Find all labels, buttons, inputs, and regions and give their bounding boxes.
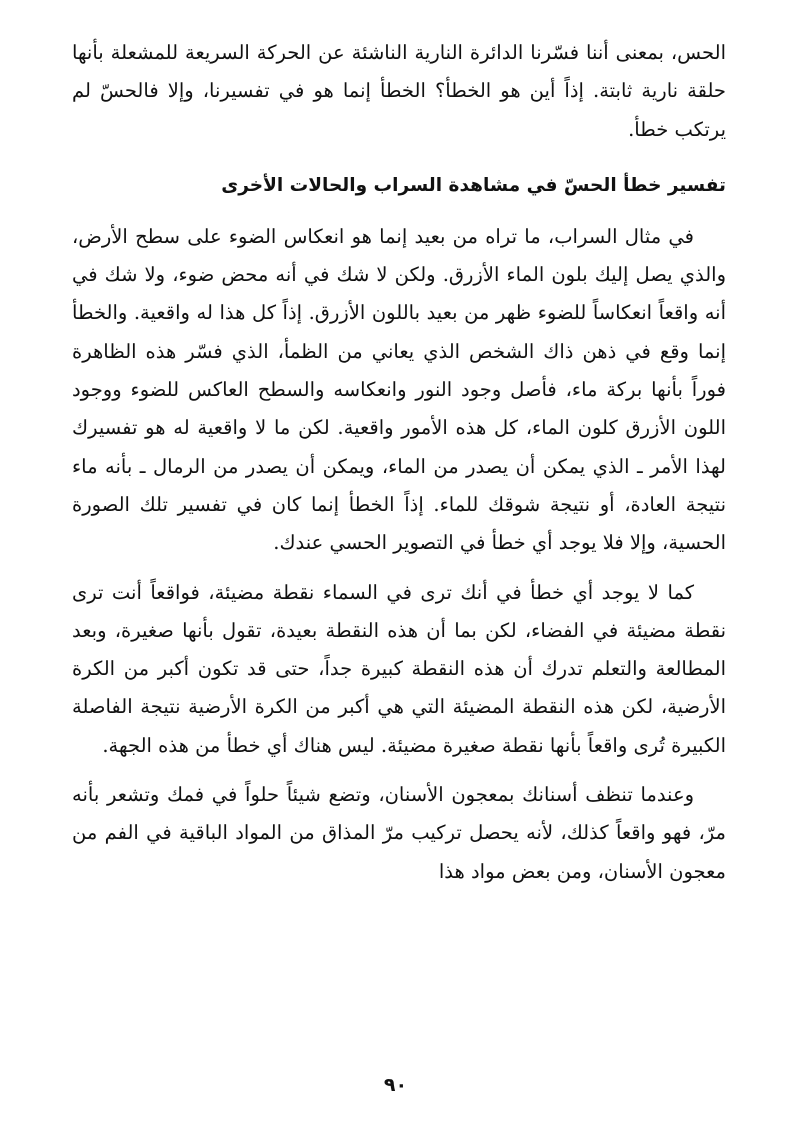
section-heading: تفسير خطأ الحسّ في مشاهدة السراب والحالات الأخرى <box>221 174 726 196</box>
paragraph-mirage: في مثال السراب، ما تراه من بعيد إنما هو انعكاس الضوء على سطح الأرض، والذي يصل إليك بلون الماء الأزرق. ولكن لا شك في أنه محض ضوء، ولا شك في أنه واقعاً انعكاساً للضوء ظهر من بعيد باللون الأزرق. إذاً كل هذا له واقعية. والخطأ إنما وقع في ذهن ذاك الشخص الذي يعاني من الظمأ، الذي فسّر هذه الظاهرة فوراً بأنها بركة ماء، فأصل وجود النور وانعكاسه والسطح العاكس للضوء ووجود اللون الأزرق كلون الماء، كل هذه الأمور واقعية. لكن ما لا واقعية له هو تفسيرك لهذا الأمر ـ الذي يمكن أن يصدر من الماء، ويمكن أن يصدر من الرمال ـ بأنه ماء نتيجة العادة، أو نتيجة شوقك للماء. إذاً الخطأ إنما كان في تفسير تلك الصورة الحسية، وإلا فلا يوجد أي خطأ في التصوير الحسي عندك. <box>72 224 726 555</box>
paragraph-toothpaste: وعندما تنظف أسنانك بمعجون الأسنان، وتضع شيئاً حلواً في فمك وتشعر بأنه مرّ، فهو واقعاً كذلك، لأنه يحصل تركيب مرّ المذاق من المواد الباقية في الفم من معجون الأسنان، ومن بعض مواد هذا <box>72 783 726 883</box>
page-number: ٩٠ <box>383 1074 408 1096</box>
page-body <box>72 34 726 891</box>
paragraph-continuation: الحس، بمعنى أننا فسّرنا الدائرة النارية الناشئة عن الحركة السريعة للمشعلة بأنها حلقة نارية ثابتة. إذاً أين هو الخطأ؟ الخطأ إنما هو في تفسيرنا، وإلا فالحسّ لم يرتكب خطأ. <box>72 41 726 141</box>
paragraph-bright-point: كما لا يوجد أي خطأ في أنك ترى في السماء نقطة مضيئة، فواقعاً أنت ترى نقطة مضيئة في الفضاء، لكن بما أن هذه النقطة بعيدة، تقول بأنها صغيرة، وبعد المطالعة والتعلم تدرك أن هذه النقطة كبيرة جداً، حتى قد تكون أكبر من الكرة الأرضية، لكن هذه النقطة المضيئة التي هي أكبر من الكرة الأرضية نتيجة الفاصلة الكبيرة تُرى واقعاً بأنها نقطة صغيرة مضيئة. ليس هناك أي خطأ من هذه الجهة. <box>72 580 726 757</box>
